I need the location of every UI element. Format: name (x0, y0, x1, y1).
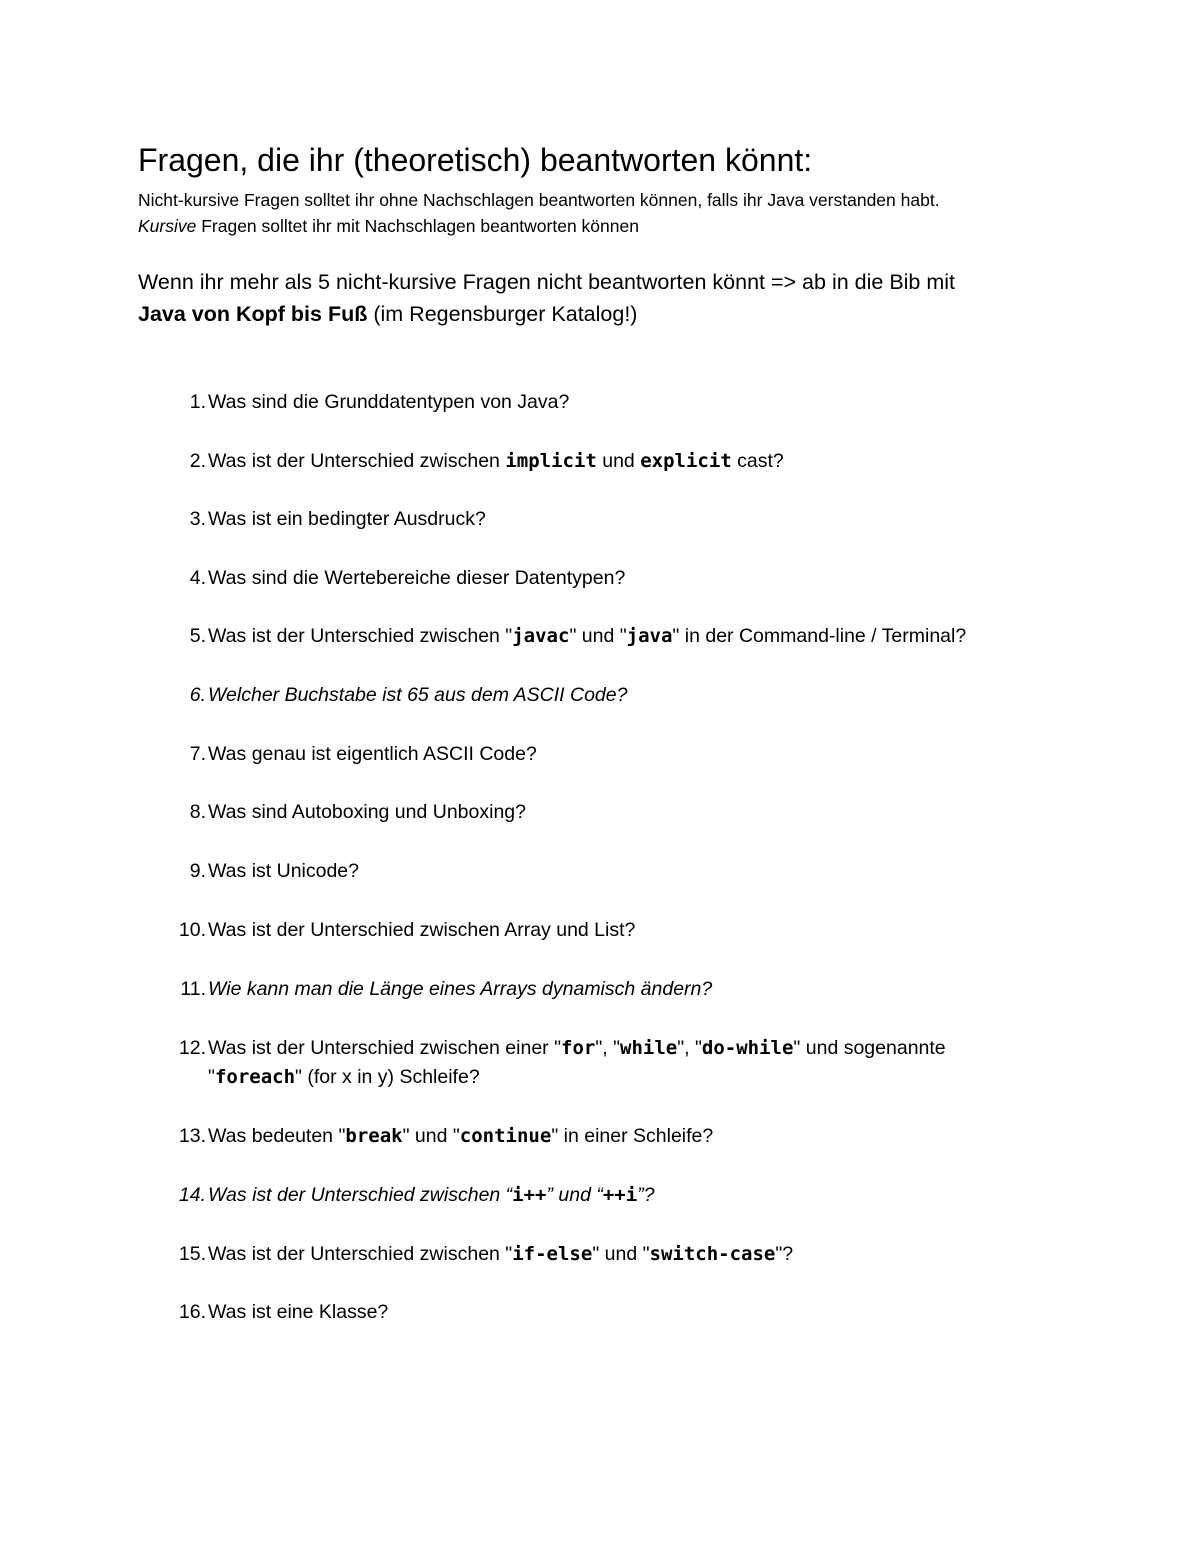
code-keyword: explicit (640, 450, 732, 472)
intro-note-rest: Fragen solltet ihr mit Nachschlagen beantworten können (196, 216, 639, 236)
lead-line: Wenn ihr mehr als 5 nicht-kursive Fragen nicht beantworten könnt => ab in die Bib mit (138, 270, 956, 294)
question-text (208, 447, 1058, 476)
code-keyword: java (626, 625, 673, 647)
text-segment: ", " (677, 1037, 702, 1059)
text-segment: "? (775, 1243, 794, 1265)
code-keyword: if-else (512, 1243, 593, 1265)
question-text (208, 1034, 1058, 1092)
code-keyword: switch-case (649, 1243, 776, 1265)
italic-word: Kursive (138, 216, 197, 236)
text-segment: ”? (637, 1184, 655, 1206)
text-segment: Was ist der Unterschied zwischen " (208, 625, 513, 647)
code-keyword: foreach (214, 1066, 296, 1088)
list-number: 1. (189, 391, 206, 413)
intro-note-non-italic: Nicht-kursive Fragen solltet ihr ohne Nachschlagen beantworten können, falls ihr Java verstanden habt. (138, 190, 940, 210)
text-segment: Was ist der Unterschied zwischen (208, 450, 506, 472)
text-segment: " und " (592, 1243, 650, 1265)
code-keyword: break (345, 1125, 403, 1147)
list-number: 8. (189, 801, 206, 823)
question-text (208, 1122, 1058, 1151)
list-number: 16. (178, 1301, 206, 1323)
text-segment: " und " (402, 1125, 460, 1147)
text-segment: cast? (731, 450, 784, 472)
list-number: 9. (189, 860, 206, 882)
text-segment: " (208, 1066, 215, 1088)
book-title: Java von Kopf bis Fuß (138, 302, 368, 326)
list-number: 14. (178, 1184, 206, 1206)
text-segment: " in einer Schleife? (551, 1125, 714, 1147)
list-number: 6. (189, 684, 206, 706)
code-keyword: ++i (602, 1184, 638, 1206)
list-number: 5. (189, 625, 206, 647)
code-keyword: i++ (512, 1184, 547, 1206)
question-text: Was ist eine Klasse? (208, 1301, 389, 1323)
code-keyword: continue (459, 1125, 552, 1147)
text-segment: und (596, 450, 641, 472)
code-keyword: while (620, 1037, 678, 1059)
code-keyword: implicit (505, 450, 597, 472)
code-keyword: do-while (701, 1037, 794, 1059)
code-keyword: for (561, 1037, 596, 1059)
question-text: Was genau ist eigentlich ASCII Code? (208, 743, 537, 765)
question-text (208, 1181, 1058, 1210)
list-number: 2. (189, 450, 206, 472)
text-segment: Was bedeuten " (208, 1125, 346, 1147)
text-segment: Was ist der Unterschied zwischen “ (208, 1184, 513, 1206)
intro-note-italic (138, 213, 639, 239)
question-text: Was sind die Wertebereiche dieser Datentypen? (208, 567, 626, 589)
text-segment: ", " (595, 1037, 621, 1059)
list-number: 4. (189, 567, 206, 589)
list-number: 12. (178, 1037, 206, 1059)
page-title: Fragen, die ihr (theoretisch) beantworten könnt: (138, 142, 813, 178)
text-segment: " in der Command-line / Terminal? (672, 625, 967, 647)
question-text: Was sind Autoboxing und Unboxing? (208, 801, 526, 823)
text-segment: ” und “ (546, 1184, 603, 1206)
code-keyword: javac (512, 625, 570, 647)
text-segment: Was ist der Unterschied zwischen einer " (208, 1037, 561, 1059)
question-text (208, 622, 1058, 651)
lead-rest: (im Regensburger Katalog!) (367, 302, 638, 326)
question-text: Wie kann man die Länge eines Arrays dynamisch ändern? (208, 978, 713, 1000)
list-number: 7. (189, 743, 206, 765)
question-text: Was sind die Grunddatentypen von Java? (208, 391, 570, 413)
question-text: Was ist der Unterschied zwischen Array und List? (208, 919, 636, 941)
list-number: 10. (178, 919, 206, 941)
text-segment: " (for x in y) Schleife? (295, 1066, 480, 1088)
text-segment: " und " (569, 625, 627, 647)
question-text (208, 1240, 1058, 1269)
list-number: 3. (189, 508, 206, 530)
text-segment: Was ist der Unterschied zwischen " (208, 1243, 513, 1265)
lead-paragraph (138, 266, 1098, 330)
question-text: Was ist ein bedingter Ausdruck? (208, 508, 486, 530)
list-number: 13. (178, 1125, 206, 1147)
list-number: 15. (178, 1243, 206, 1265)
question-text: Was ist Unicode? (208, 860, 360, 882)
text-segment: " und sogenannte (793, 1037, 946, 1059)
question-text: Welcher Buchstabe ist 65 aus dem ASCII Code? (208, 684, 628, 706)
list-number: 11. (180, 978, 206, 1000)
